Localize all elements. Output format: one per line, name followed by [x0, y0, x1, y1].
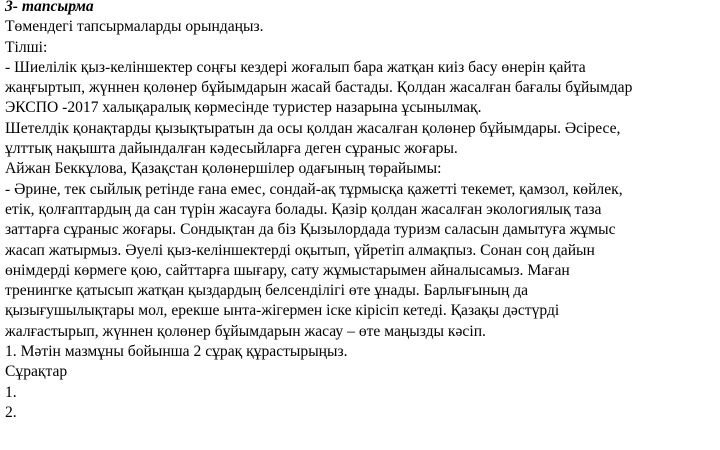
- paragraph-line: - Әрине, тек сыйлық ретінде ғана емес, сондай-ақ тұрмысқа қажетті текемет, қамзол, көйлек,: [5, 180, 623, 198]
- question-2-number: 2.: [5, 403, 17, 421]
- questions-label: Сұрақтар: [5, 363, 68, 381]
- paragraph-line: жалғастырып, жүннен қолөнер бұйымдарын жасау – өте маңызды кәсіп.: [5, 322, 486, 340]
- paragraph-line: ЭКСПО -2017 халықаралық көрмесінде туристер назарына ұсынылмақ.: [5, 99, 482, 117]
- paragraph-line: етік, қолғаптардың да сан түрін жасауға болады. Қазір қолдан жасалған экологиялық таза: [5, 200, 602, 218]
- paragraph-line: қызығушылықтары мол, ерекше ынта-жігермен іске кірісіп кетеді. Қазақы дәстүрді: [5, 302, 560, 320]
- question-1-number: 1.: [5, 383, 17, 401]
- instruction-text: Төмендегі тапсырмаларды орындаңыз.: [5, 18, 264, 36]
- paragraph-line: жаңғыртып, жүннен қолөнер бұйымдарын жасай бастады. Қолдан жасалған бағалы бұйымдар: [5, 79, 633, 97]
- paragraph-line: - Шиелілік қыз-келіншектер соңғы кездері жоғалып бара жатқан киіз басу өнерін қайта: [5, 58, 586, 76]
- paragraph-line: Айжан Беккұлова, Қазақстан қолөнершілер одағының төрайымы:: [5, 160, 442, 178]
- paragraph-line: жасап жатырмыз. Әуелі қыз-келіншектерді оқытып, үйретіп алмақпыз. Сонан соң дайын: [5, 241, 595, 259]
- paragraph-line: тренингке қатысып жатқан қыздардың белсенділігі өте ұнады. Барлығының да: [5, 282, 529, 300]
- reporter-label: Тілші:: [5, 38, 48, 56]
- paragraph-line: өнімдерді көрмеге қою, сайттарға шығару, сату жұмыстарымен айналысамыз. Маған: [5, 261, 570, 279]
- document: [5, 0, 717, 423]
- paragraph-line: заттарға сұраныс жоғары. Сондықтан да біз Қызылордада туризм саласын дамытуға жұмыс: [5, 221, 616, 239]
- task-instruction: 1. Мәтін мазмұны бойынша 2 сұрақ құрастырыңыз.: [5, 343, 348, 361]
- task-heading: 3- тапсырма: [5, 0, 94, 15]
- paragraph-line: ұлттық нақышта дайындалған кәдесыйларға деген сұраныс жоғары.: [5, 140, 458, 158]
- paragraph-line: Шетелдік қонақтарды қызықтыратын да осы қолдан жасалған қолөнер бұйымдары. Әсіресе,: [5, 119, 621, 137]
